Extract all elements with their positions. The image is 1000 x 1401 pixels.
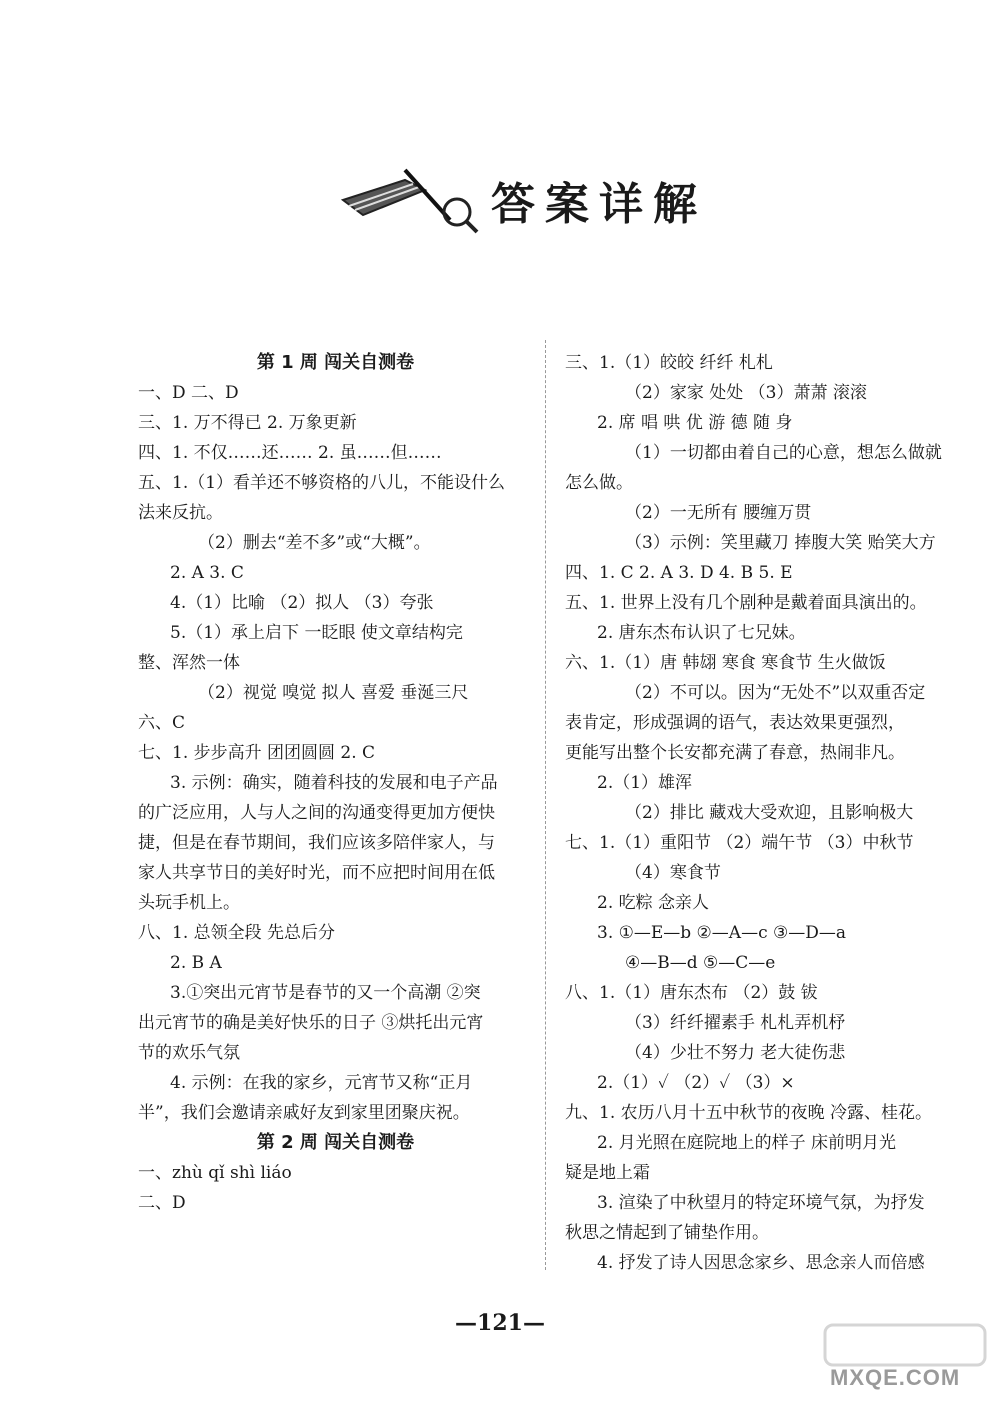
right-answer-line: 2.（1）✓ （2）✓ （3）× (597, 1073, 795, 1093)
left-answer-line: 一、D 二、D (138, 383, 239, 403)
right-answer-line: 2. 唐东杰布认识了七兄妹。 (597, 623, 806, 643)
left-answer-line: 节的欢乐气氛 (138, 1043, 240, 1063)
left-answer-line: 5.（1）承上启下 一眨眼 使文章结构完 (170, 623, 463, 643)
right-answer-line: 六、1.（1）唐 韩翃 寒食 寒食节 生火做饭 (565, 653, 886, 673)
page-number: —121— (455, 1310, 545, 1336)
right-answer-line: 疑是地上霜 (565, 1163, 650, 1183)
right-answer-line: （4）寒食节 (625, 863, 721, 883)
right-answer-line: 2. 席 唱 哄 优 游 德 随 身 (597, 413, 793, 433)
right-answer-line: （2）一无所有 腰缠万贯 (625, 503, 812, 523)
right-answer-line: 4. 抒发了诗人因思念家乡、思念亲人而倍感 (597, 1253, 925, 1273)
right-answer-line: 七、1.（1）重阳节 （2）端午节 （3）中秋节 (565, 833, 914, 853)
left-answer-line: （2）删去“差不多”或“大概”。 (198, 533, 431, 553)
left-answer-line: （2）视觉 嗅觉 拟人 喜爱 垂涎三尺 (198, 683, 469, 703)
right-answer-line: （2）排比 藏戏大受欢迎，且影响极大 (625, 803, 914, 823)
section-heading: 第 1 周 闯关自测卷 (256, 352, 415, 373)
right-answer-line: 3. ①—E—b ②—A—c ③—D—a (597, 923, 847, 943)
right-answer-line: （4）少壮不努力 老大徒伤悲 (625, 1043, 846, 1063)
right-answer-line: （2）家家 处处 （3）萧萧 滚滚 (625, 383, 867, 403)
left-answer-line: 3.①突出元宵节是春节的又一个高潮 ②突 (170, 983, 481, 1003)
left-answer-line: 3. 示例：确实，随着科技的发展和电子产品 (170, 773, 498, 793)
left-answer-line: 法来反抗。 (138, 503, 223, 523)
left-answer-line: 八、1. 总领全段 先总后分 (138, 923, 336, 943)
right-answer-line: 怎么做。 (565, 473, 633, 493)
left-answer-line: 三、1. 万不得已 2. 万象更新 (138, 413, 357, 433)
column-divider (545, 340, 546, 1270)
right-answer-line: （3）示例：笑里藏刀 捧腹大笑 贻笑大方 (625, 533, 936, 553)
page-title: 答案详解 (491, 179, 707, 230)
right-answer-line: 2. 吃粽 念亲人 (597, 893, 710, 913)
left-answer-line: 的广泛应用，人与人之间的沟通变得更加方便快 (138, 803, 495, 823)
right-answer-line: （3）纤纤擢素手 札札弄机杼 (625, 1013, 846, 1033)
left-answer-line: 头玩手机上。 (138, 893, 240, 913)
watermark-text: MXQE.COM (830, 1365, 961, 1390)
right-answer-line: 3. 渲染了中秋望月的特定环境气氛，为抒发 (597, 1193, 925, 1213)
right-answer-line: （2）不可以。因为“无处不”以双重否定 (625, 683, 926, 703)
page-header (335, 160, 707, 240)
left-answer-line: 出元宵节的确是美好快乐的日子 ③烘托出元宵 (138, 1013, 484, 1033)
left-answer-line: 五、1.（1）看羊还不够资格的八儿，不能设什么 (138, 473, 506, 493)
right-answer-line: 更能写出整个长安都充满了春意，热闹非凡。 (565, 743, 905, 763)
left-answer-line: 一、zhù qǐ shì liáo (138, 1163, 292, 1183)
right-answer-line: ④—B—d ⑤—C—e (625, 953, 776, 973)
right-answer-line: 2. 月光照在庭院地上的样子 床前明月光 (597, 1133, 897, 1153)
left-answer-line: 2. A 3. C (170, 563, 244, 583)
left-answer-line: 捷，但是在春节期间，我们应该多陪伴家人，与 (138, 833, 495, 853)
left-answer-line: 4. 示例：在我的家乡，元宵节又称“正月 (170, 1073, 473, 1093)
left-answer-line: 2. B A (170, 953, 222, 973)
right-answer-line: 八、1.（1）唐东杰布 （2）鼓 钹 (565, 983, 818, 1003)
left-column (138, 348, 533, 1218)
right-answer-line: 2.（1）雄浑 (597, 773, 693, 793)
left-answer-line: 四、1. 不仅……还…… 2. 虽……但…… (138, 443, 442, 463)
left-answer-line: 家人共享节日的美好时光，而不应把时间用在低 (138, 863, 495, 883)
right-answer-line: 九、1. 农历八月十五中秋节的夜晚 冷露、桂花。 (565, 1103, 933, 1123)
right-answer-line: 五、1. 世界上没有几个剧种是戴着面具演出的。 (565, 593, 927, 613)
right-answer-line: （1）一切都由着自己的心意，想怎么做就 (625, 443, 942, 463)
left-answer-line: 整、浑然一体 (138, 653, 240, 673)
left-answer-line: 二、D (138, 1193, 186, 1213)
right-answer-line: 秋思之情起到了铺垫作用。 (565, 1223, 769, 1243)
right-answer-line: 四、1. C 2. A 3. D 4. B 5. E (565, 563, 793, 583)
left-answer-line: 4.（1）比喻 （2）拟人 （3）夸张 (170, 593, 434, 613)
left-answer-line: 六、C (138, 713, 186, 733)
left-answer-line: 半”，我们会邀请亲戚好友到家里团聚庆祝。 (138, 1103, 470, 1123)
scroll-magnifier-icon (335, 160, 485, 240)
right-column (565, 348, 965, 1278)
left-answer-line: 七、1. 步步高升 团团圆圆 2. C (138, 743, 376, 763)
right-answer-line: 三、1.（1）皎皎 纤纤 札札 (565, 353, 773, 373)
section-heading: 第 2 周 闯关自测卷 (256, 1132, 415, 1153)
right-answer-line: 表肯定，形成强调的语气，表达效果更强烈， (565, 713, 905, 733)
